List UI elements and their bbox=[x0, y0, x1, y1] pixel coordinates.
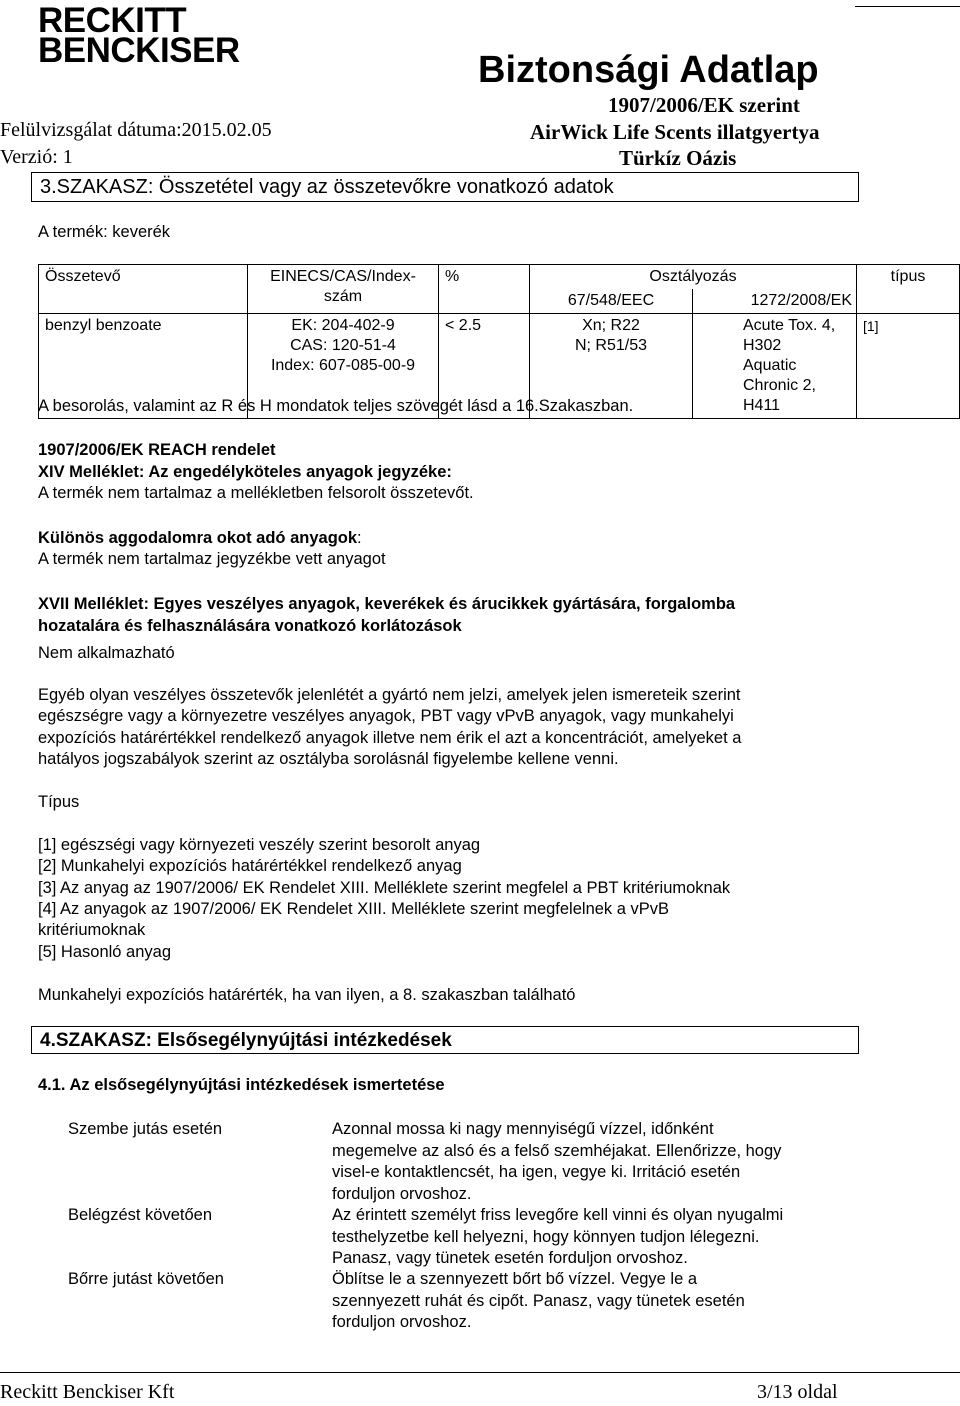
type-item-4-cont: kritériumoknak bbox=[38, 921, 146, 939]
skin-contact-text: Öblítse le a szennyezett bőrt bő vízzel. Vegye le a szennyezett ruhát és cipőt. Panasz, vagy tünetek esetén forduljon orvoshoz. bbox=[332, 1270, 745, 1331]
header-component: Összetevő bbox=[39, 265, 248, 314]
header-percent: % bbox=[439, 265, 530, 314]
header-ids: EINECS/CAS/Index- szám bbox=[248, 265, 439, 314]
header-type: típus bbox=[857, 265, 960, 314]
section-3-heading bbox=[31, 172, 859, 202]
logo-line-2: BENCKISER bbox=[38, 31, 240, 70]
cell-ids: EK: 204-402-9 CAS: 120-51-4 Index: 607-085-00-9 bbox=[248, 314, 439, 419]
footer-company: Reckitt Benckiser Kft bbox=[0, 1381, 175, 1403]
footer-page-number: 3/13 oldal bbox=[757, 1381, 838, 1403]
product-variant: Türkíz Oázis bbox=[619, 146, 737, 170]
company-logo bbox=[38, 1, 240, 70]
type-title: Típus bbox=[38, 793, 80, 811]
regulation-label: 1907/2006/EK szerint bbox=[608, 93, 800, 117]
header-classification: Osztályozás bbox=[530, 265, 857, 290]
annex-17-text: Nem alkalmazható bbox=[38, 644, 175, 662]
table-header-row bbox=[39, 265, 960, 290]
section-4-1-heading: 4.1. Az elsősegélynyújtási intézkedések ismertetése bbox=[38, 1076, 445, 1094]
skin-contact-label: Bőrre jutást követően bbox=[68, 1270, 224, 1288]
header-rule bbox=[855, 6, 960, 7]
exposure-note: Munkahelyi expozíciós határérték, ha van ilyen, a 8. szakaszban található bbox=[38, 986, 576, 1004]
type-item-5: [5] Hasonló anyag bbox=[38, 943, 172, 961]
cell-component: benzyl benzoate bbox=[39, 314, 248, 419]
classification-note: A besorolás, valamint az R és H mondatok teljes szövegét lásd a 16.Szakaszban. bbox=[38, 397, 634, 415]
product-type: A termék: keverék bbox=[38, 223, 171, 241]
annex-14-text: A termék nem tartalmaz a mellékletben felsorolt összetevőt. bbox=[38, 484, 474, 502]
eye-contact-text: Azonnal mossa ki nagy mennyiségű vízzel, időnként megemelve az alsó és a felső szemhéjakat. Ellenőrizze, hogy visel-e kontaktlencsét, ha igen, vegye ki. Irritáció esetén forduljon orvoshoz. bbox=[332, 1120, 782, 1203]
inhalation-text: Az érintett személyt friss levegőre kell vinni és olyan nyugalmi testhelyzetbe kell helyezni, hogy könnyen tudjon lélegezni. Panasz, vagy tünetek esetén forduljon orvoshoz. bbox=[332, 1206, 784, 1267]
svhc-text: A termék nem tartalmaz jegyzékbe vett anyagot bbox=[38, 550, 386, 568]
logo-line-1: RECKITT bbox=[38, 1, 187, 40]
other-substances-4: hatályos jogszabályok szerint az osztályba sorolásnál figyelembe kellene venni. bbox=[38, 750, 619, 768]
product-name: AirWick Life Scents illatgyertya bbox=[530, 120, 820, 144]
section-4-heading-text: 4.SZAKASZ: Elsősegélynyújtási intézkedések bbox=[40, 1030, 452, 1051]
header-eec: 67/548/EEC bbox=[530, 289, 693, 314]
header-ec: 1272/2008/EK bbox=[693, 289, 857, 314]
section-3-heading-text: 3.SZAKASZ: Összetétel vagy az összetevőkre vonatkozó adatok bbox=[40, 176, 614, 198]
type-item-1: [1] egészségi vagy környezeti veszély szerint besorolt anyag bbox=[38, 836, 481, 854]
reach-title: 1907/2006/EK REACH rendelet bbox=[38, 441, 276, 459]
inhalation-label: Belégzést követően bbox=[68, 1206, 213, 1224]
annex-14-title: XIV Melléklet: Az engedélyköteles anyagok jegyzéke: bbox=[38, 463, 452, 481]
cell-eec: Xn; R22 N; R51/53 bbox=[530, 314, 693, 419]
type-item-4: [4] Az anyagok az 1907/2006/ EK Rendelet XIII. Melléklete szerint megfelelnek a vPvB bbox=[38, 900, 670, 918]
cell-ec: Acute Tox. 4, H302 Aquatic Chronic 2, H411 bbox=[693, 314, 857, 419]
version-label: Verzió: 1 bbox=[0, 146, 73, 168]
eye-contact-label: Szembe jutás esetén bbox=[68, 1120, 223, 1138]
annex-17-title-2: hozatalára és felhasználására vonatkozó korlátozások bbox=[38, 617, 462, 635]
cell-percent: < 2.5 bbox=[439, 314, 530, 419]
type-item-2: [2] Munkahelyi expozíciós határértékkel rendelkező anyag bbox=[38, 857, 462, 875]
svhc-title: Különös aggodalomra okot adó anyagok: bbox=[38, 529, 362, 547]
other-substances-2: egészségre vagy a környezetre veszélyes anyagok, PBT vagy vPvB anyagok, vagy munkahelyi bbox=[38, 707, 734, 725]
revision-date: Felülvizsgálat dátuma:2015.02.05 bbox=[0, 119, 272, 141]
section-4-heading bbox=[31, 1026, 859, 1054]
type-item-3: [3] Az anyag az 1907/2006/ EK Rendelet XIII. Melléklete szerint megfelel a PBT kritériumoknak bbox=[38, 879, 731, 897]
footer-rule bbox=[0, 1372, 960, 1373]
cell-type: [1] bbox=[857, 314, 960, 419]
document-title: Biztonsági Adatlap bbox=[478, 49, 819, 91]
annex-17-title-1: XVII Melléklet: Egyes veszélyes anyagok, keverékek és árucikkek gyártására, forgalomba bbox=[38, 595, 736, 613]
other-substances-3: expozíciós határértékkel rendelkező anyagok illetve nem érik el azt a koncentrációt, amelyeket a bbox=[38, 729, 742, 747]
other-substances-1: Egyéb olyan veszélyes összetevők jelenlétét a gyártó nem jelzi, amelyek jelen ismereteik szerint bbox=[38, 686, 741, 704]
